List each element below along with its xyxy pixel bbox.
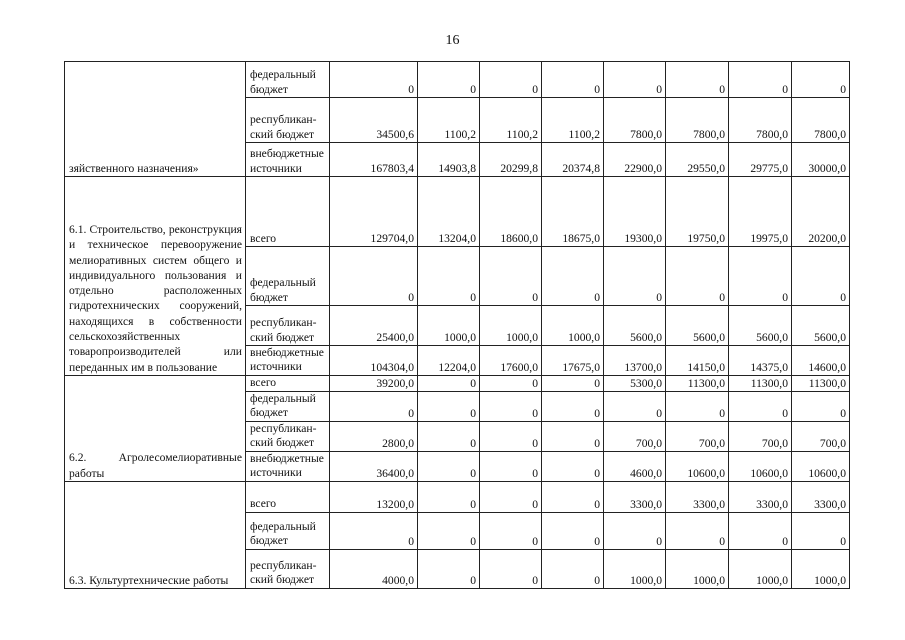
amount-cell: 0 [604, 247, 666, 306]
funding-source-cell: республикан-ский бюджет [246, 98, 330, 143]
page-number: 16 [445, 33, 460, 48]
amount-cell: 39200,0 [330, 375, 418, 391]
activity-description-cell: 6.2. Агролесомелиоративные работы [65, 375, 246, 481]
funding-source-cell: внебюджетные источники [246, 346, 330, 376]
amount-cell: 14600,0 [792, 346, 850, 376]
amount-cell: 18600,0 [480, 177, 542, 247]
funding-source-cell: республикан-ский бюджет [246, 549, 330, 588]
amount-cell: 5600,0 [604, 306, 666, 346]
amount-cell: 0 [729, 512, 792, 549]
amount-cell: 3300,0 [729, 481, 792, 512]
amount-cell: 19750,0 [666, 177, 729, 247]
amount-cell: 17675,0 [542, 346, 604, 376]
amount-cell: 20299,8 [480, 143, 542, 177]
funding-source-cell: республикан-ский бюджет [246, 306, 330, 346]
amount-cell: 13204,0 [418, 177, 480, 247]
amount-cell: 0 [480, 481, 542, 512]
amount-cell: 14903,8 [418, 143, 480, 177]
amount-cell: 0 [480, 247, 542, 306]
amount-cell: 19975,0 [729, 177, 792, 247]
amount-cell: 0 [792, 62, 850, 98]
funding-source-cell: всего [246, 481, 330, 512]
amount-cell: 0 [480, 451, 542, 481]
amount-cell: 0 [542, 451, 604, 481]
amount-cell: 1000,0 [418, 306, 480, 346]
amount-cell: 0 [418, 391, 480, 421]
amount-cell: 0 [666, 62, 729, 98]
amount-cell: 29775,0 [729, 143, 792, 177]
funding-source-cell: федеральный бюджет [246, 247, 330, 306]
amount-cell: 5600,0 [666, 306, 729, 346]
funding-source-cell: внебюджетные источники [246, 451, 330, 481]
amount-cell: 10600,0 [792, 451, 850, 481]
amount-cell: 13200,0 [330, 481, 418, 512]
amount-cell: 0 [418, 421, 480, 451]
amount-cell: 11300,0 [792, 375, 850, 391]
amount-cell: 0 [480, 549, 542, 588]
amount-cell: 1100,2 [418, 98, 480, 143]
amount-cell: 14375,0 [729, 346, 792, 376]
amount-cell: 1100,2 [542, 98, 604, 143]
amount-cell: 20374,8 [542, 143, 604, 177]
table-body [65, 62, 850, 589]
amount-cell: 0 [418, 62, 480, 98]
amount-cell: 1000,0 [604, 549, 666, 588]
amount-cell: 0 [604, 62, 666, 98]
amount-cell: 25400,0 [330, 306, 418, 346]
amount-cell: 3300,0 [792, 481, 850, 512]
amount-cell: 104304,0 [330, 346, 418, 376]
amount-cell: 167803,4 [330, 143, 418, 177]
amount-cell: 30000,0 [792, 143, 850, 177]
amount-cell: 0 [418, 512, 480, 549]
amount-cell: 7800,0 [792, 98, 850, 143]
table-row [65, 481, 850, 512]
amount-cell: 0 [666, 512, 729, 549]
amount-cell: 3300,0 [604, 481, 666, 512]
amount-cell: 14150,0 [666, 346, 729, 376]
amount-cell: 4600,0 [604, 451, 666, 481]
amount-cell: 0 [418, 481, 480, 512]
amount-cell: 700,0 [729, 421, 792, 451]
activity-description-cell: зяйственного назначения» [65, 62, 246, 177]
amount-cell: 11300,0 [729, 375, 792, 391]
budget-table [64, 61, 850, 589]
amount-cell: 0 [542, 481, 604, 512]
amount-cell: 7800,0 [666, 98, 729, 143]
amount-cell: 0 [330, 62, 418, 98]
amount-cell: 20200,0 [792, 177, 850, 247]
amount-cell: 13700,0 [604, 346, 666, 376]
amount-cell: 1100,2 [480, 98, 542, 143]
amount-cell: 0 [418, 247, 480, 306]
funding-source-cell: федеральный бюджет [246, 391, 330, 421]
amount-cell: 0 [604, 391, 666, 421]
amount-cell: 1000,0 [729, 549, 792, 588]
amount-cell: 5600,0 [792, 306, 850, 346]
amount-cell: 700,0 [604, 421, 666, 451]
table-row [65, 62, 850, 98]
amount-cell: 0 [542, 391, 604, 421]
activity-description-cell: 6.3. Культуртехнические работы [65, 481, 246, 588]
amount-cell: 0 [729, 391, 792, 421]
amount-cell: 0 [480, 62, 542, 98]
amount-cell: 0 [666, 247, 729, 306]
table-row [65, 375, 850, 391]
amount-cell: 0 [542, 421, 604, 451]
amount-cell: 19300,0 [604, 177, 666, 247]
amount-cell: 4000,0 [330, 549, 418, 588]
amount-cell: 34500,6 [330, 98, 418, 143]
funding-source-cell: республикан-ский бюджет [246, 421, 330, 451]
funding-source-cell: федеральный бюджет [246, 512, 330, 549]
amount-cell: 0 [792, 512, 850, 549]
amount-cell: 0 [729, 62, 792, 98]
amount-cell: 0 [542, 247, 604, 306]
amount-cell: 7800,0 [729, 98, 792, 143]
amount-cell: 0 [330, 512, 418, 549]
funding-source-cell: всего [246, 177, 330, 247]
amount-cell: 0 [418, 549, 480, 588]
amount-cell: 0 [604, 512, 666, 549]
amount-cell: 29550,0 [666, 143, 729, 177]
funding-source-cell: федеральный бюджет [246, 62, 330, 98]
amount-cell: 0 [418, 451, 480, 481]
amount-cell: 129704,0 [330, 177, 418, 247]
amount-cell: 700,0 [666, 421, 729, 451]
amount-cell: 0 [480, 421, 542, 451]
amount-cell: 10600,0 [666, 451, 729, 481]
amount-cell: 17600,0 [480, 346, 542, 376]
amount-cell: 7800,0 [604, 98, 666, 143]
funding-source-cell: всего [246, 375, 330, 391]
amount-cell: 2800,0 [330, 421, 418, 451]
amount-cell: 5600,0 [729, 306, 792, 346]
activity-description-cell: 6.1. Строительство, реконструкция и техническое перевооружение мелиоративных систем общего и индивидуального пользования и отдельно расположенных гидротехнических сооружений, находящихся в собственности сельскохозяйственных товаропроизводителей или переданных им в пользование [65, 177, 246, 376]
amount-cell: 0 [418, 375, 480, 391]
amount-cell: 0 [480, 375, 542, 391]
amount-cell: 0 [542, 512, 604, 549]
funding-source-cell: внебюджетные источники [246, 143, 330, 177]
amount-cell: 11300,0 [666, 375, 729, 391]
amount-cell: 1000,0 [480, 306, 542, 346]
amount-cell: 0 [666, 391, 729, 421]
amount-cell: 10600,0 [729, 451, 792, 481]
amount-cell: 0 [792, 391, 850, 421]
amount-cell: 0 [729, 247, 792, 306]
amount-cell: 36400,0 [330, 451, 418, 481]
amount-cell: 12204,0 [418, 346, 480, 376]
amount-cell: 0 [480, 391, 542, 421]
amount-cell: 22900,0 [604, 143, 666, 177]
amount-cell: 5300,0 [604, 375, 666, 391]
amount-cell: 0 [542, 62, 604, 98]
amount-cell: 0 [792, 247, 850, 306]
amount-cell: 3300,0 [666, 481, 729, 512]
amount-cell: 0 [480, 512, 542, 549]
amount-cell: 0 [542, 375, 604, 391]
table-row [65, 177, 850, 247]
amount-cell: 0 [330, 391, 418, 421]
amount-cell: 700,0 [792, 421, 850, 451]
amount-cell: 0 [542, 549, 604, 588]
amount-cell: 1000,0 [792, 549, 850, 588]
amount-cell: 18675,0 [542, 177, 604, 247]
amount-cell: 1000,0 [542, 306, 604, 346]
amount-cell: 1000,0 [666, 549, 729, 588]
amount-cell: 0 [330, 247, 418, 306]
